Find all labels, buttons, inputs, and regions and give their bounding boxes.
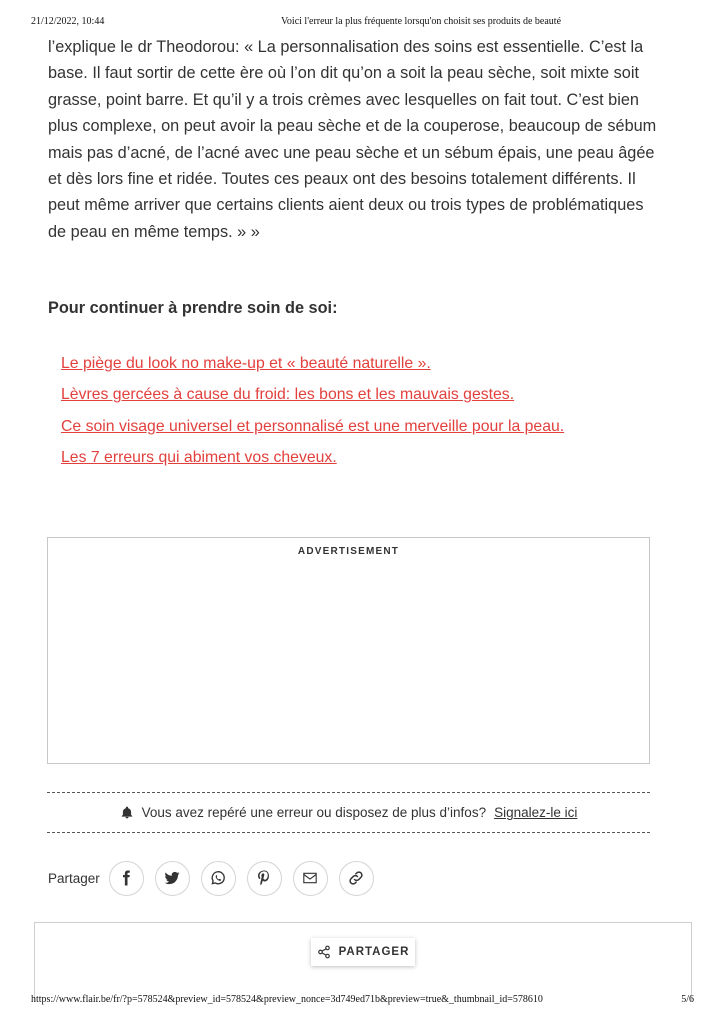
related-heading: Pour continuer à prendre soin de soi: xyxy=(48,299,338,317)
partager-button[interactable] xyxy=(311,938,415,966)
report-error-bar xyxy=(47,792,650,833)
page-number: 5/6 xyxy=(681,994,694,1005)
share-row xyxy=(48,859,385,897)
list-item xyxy=(61,447,564,478)
print-footer xyxy=(31,994,694,1008)
print-date: 21/12/2022, 10:44 xyxy=(31,16,105,27)
related-link-4[interactable]: Les 7 erreurs qui abiment vos cheveux. xyxy=(61,448,337,466)
share-twitter-button[interactable] xyxy=(155,861,190,896)
share-pinterest-button[interactable] xyxy=(247,861,282,896)
share-panel xyxy=(34,922,692,1002)
link-icon xyxy=(347,869,365,887)
list-item xyxy=(61,384,564,415)
share-whatsapp-button[interactable] xyxy=(201,861,236,896)
report-text: Vous avez repéré une erreur ou disposez de plus d’infos? xyxy=(141,805,487,820)
article-paragraph: l’explique le dr Theodorou: « La personnalisation des soins est essentielle. C’est la base. Il faut sortir de cette ère où l’on dit qu’on a soit la peau sèche, soit mixte soit grasse, point barre. Et qu’il y a trois crèmes avec lesquelles on fait tout. C’est bien plus complexe, on peut avoir la peau sèche et de la couperose, beaucoup de sébum mais pas d’acné, de l’acné avec une peau sèche et un sébum épais, une peau âgée et dès lors fine et ridée. Toutes ces peaux ont des besoins totalement différents. Il peut même arriver que certains clients aient deux ou trois types de problématiques de peau en même temps. » » xyxy=(48,38,657,241)
pinterest-icon xyxy=(255,869,273,887)
advertisement-box[interactable] xyxy=(47,537,650,764)
related-links-list xyxy=(61,353,564,478)
bell-icon xyxy=(120,805,134,820)
advertisement-label: ADVERTISEMENT xyxy=(297,546,400,557)
report-link[interactable]: Signalez-le ici xyxy=(494,805,578,820)
whatsapp-icon xyxy=(209,869,227,887)
print-page-title: Voici l'erreur la plus fréquente lorsqu'on choisit ses produits de beauté xyxy=(281,16,562,27)
share-label: Partager xyxy=(48,870,100,886)
print-header xyxy=(31,16,694,30)
partager-label: PARTAGER xyxy=(338,946,410,958)
share-link-button[interactable] xyxy=(339,861,374,896)
facebook-icon xyxy=(117,869,135,887)
twitter-icon xyxy=(163,869,181,887)
article-body xyxy=(48,34,658,245)
related-link-1[interactable]: Le piège du look no make-up et « beauté naturelle ». xyxy=(61,355,431,372)
share-icon xyxy=(317,945,331,959)
share-facebook-button[interactable] xyxy=(109,861,144,896)
related-link-3[interactable]: Ce soin visage universel et personnalisé est une merveille pour la peau. xyxy=(61,417,565,435)
share-email-button[interactable] xyxy=(293,861,328,896)
list-item xyxy=(61,353,564,384)
email-icon xyxy=(301,869,319,887)
print-url: https://www.flair.be/fr/?p=578524&preview_id=578524&preview_nonce=3d749ed71b&preview=true&_thumbnail_id=578610 xyxy=(31,994,543,1005)
related-link-2[interactable]: Lèvres gercées à cause du froid: les bons et les mauvais gestes. xyxy=(61,386,515,404)
list-item xyxy=(61,416,564,447)
